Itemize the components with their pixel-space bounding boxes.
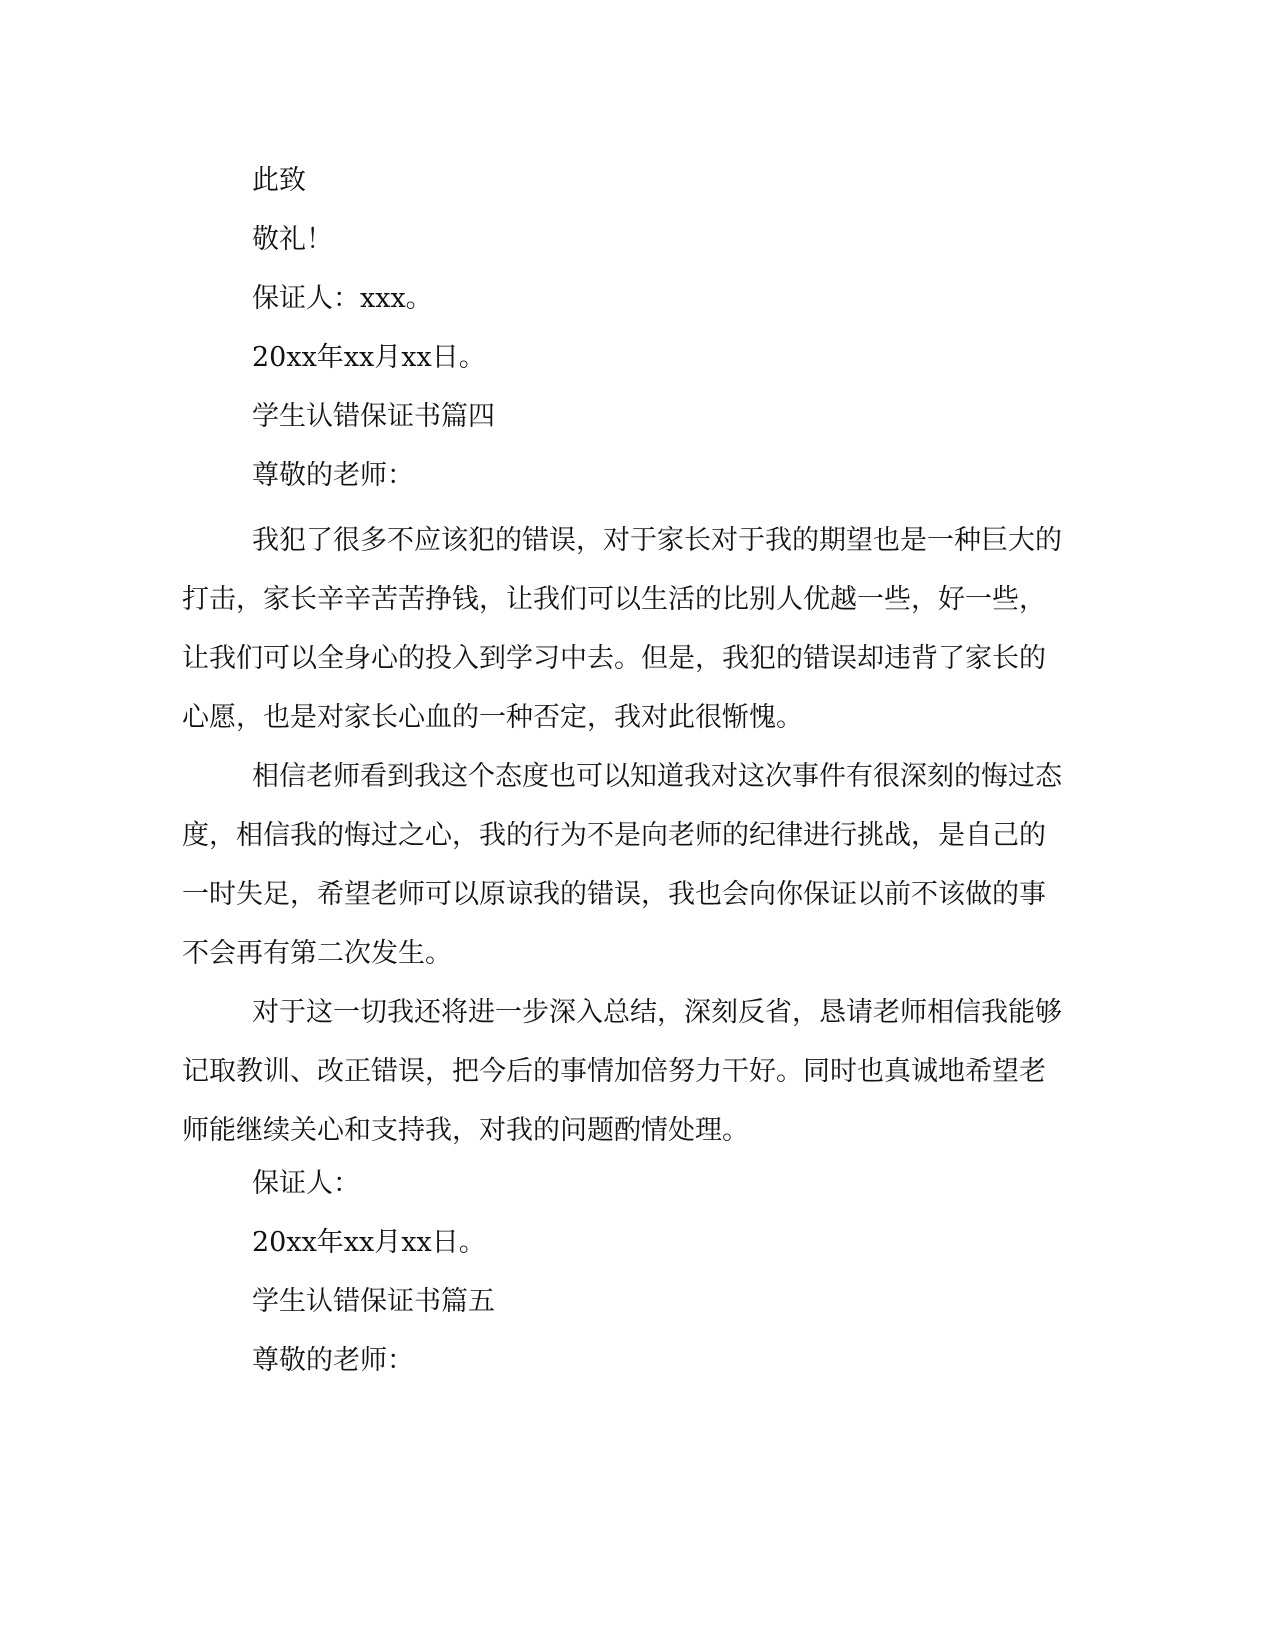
section-title: 学生认错保证书篇四 [252,401,495,432]
section-title: 学生认错保证书篇五 [252,1286,495,1317]
salute-line: 敬礼！ [252,224,333,255]
greeting-line: 尊敬的老师： [252,460,414,491]
body-paragraph: 对于这一切我还将进一步深入总结，深刻反省，恳请老师相信我能够记取教训、改正错误，把今后的事情加倍努力干好。同时也真诚地希望老师能继续关心和支持我，对我的问题酌情处理。 [182,997,1062,1146]
date-line: 20xx年xx月xx日。 [252,342,486,373]
signature-line: 保证人： [252,1168,360,1199]
body-paragraph: 相信老师看到我这个态度也可以知道我对这次事件有很深刻的悔过态度，相信我的悔过之心，我的行为不是向老师的纪律进行挑战，是自己的一时失足，希望老师可以原谅我的错误，我也会向你保证以前不该做的事不会再有第二次发生。 [182,761,1062,969]
signature-line: 保证人：xxx。 [252,283,433,314]
greeting-line: 尊敬的老师： [252,1345,414,1376]
body-paragraph: 我犯了很多不应该犯的错误，对于家长对于我的期望也是一种巨大的打击，家长辛辛苦苦挣钱，让我们可以生活的比别人优越一些，好一些，让我们可以全身心的投入到学习中去。但是，我犯的错误却违背了家长的心愿，也是对家长心血的一种否定，我对此很惭愧。 [182,525,1062,733]
document-body [182,157,1062,1396]
date-line: 20xx年xx月xx日。 [252,1227,486,1258]
closing-line: 此致 [252,165,306,196]
